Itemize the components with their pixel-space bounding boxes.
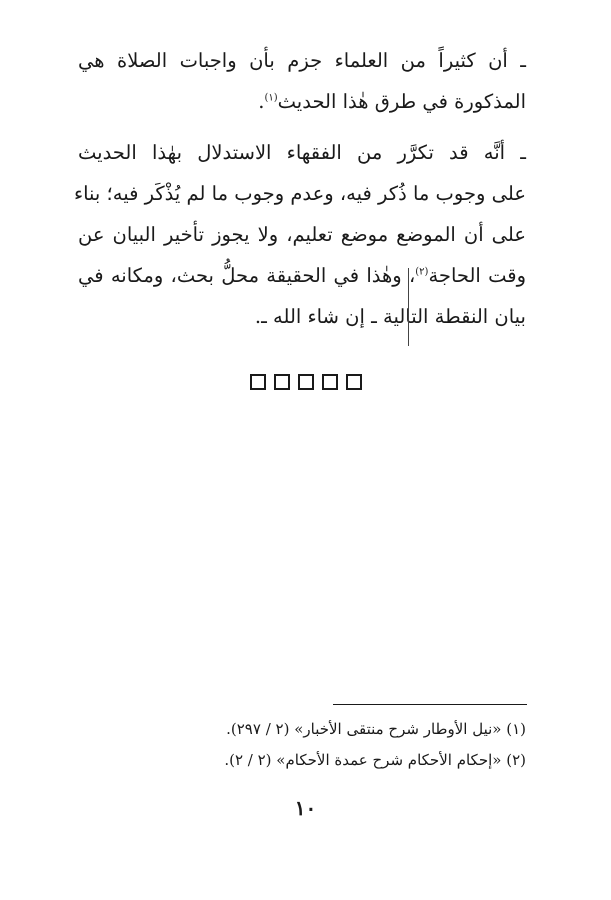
footnote-ref-2: (٢)	[415, 266, 429, 278]
separator-box-icon	[250, 374, 266, 390]
footnote-1: (١) «نيل الأوطار شرح منتقى الأخبار» (٢ / ٢٩٧).	[226, 720, 526, 738]
text-line: على أن الموضع موضع تعليم، ولا يجوز تأخير البيان عن	[78, 223, 526, 246]
text-segment: المذكورة في طرق هٰذا الحديث	[277, 90, 526, 113]
text-line: على وجوب ما ذُكر فيه، وعدم وجوب ما لم يُذْكَر فيه؛ بناء	[73, 182, 526, 205]
text-line	[78, 255, 526, 296]
paragraph-2	[73, 132, 526, 337]
text-segment: ، وهٰذا في الحقيقة محلُّ بحث، ومكانه في	[78, 264, 416, 287]
separator-box-icon	[322, 374, 338, 390]
page-number: ١٠	[294, 796, 317, 820]
section-separator	[0, 374, 611, 390]
text-segment: .	[258, 90, 265, 113]
text-line: ـ أن كثيراً من العلماء جزم بأن واجبات الصلاة هي	[78, 49, 526, 72]
separator-box-icon	[346, 374, 362, 390]
margin-mark	[408, 268, 409, 346]
footnote-rule	[333, 704, 527, 705]
footnote-2: (٢) «إحكام الأحكام شرح عمدة الأحكام» (٢ / ٢).	[224, 751, 526, 769]
separator-box-icon	[274, 374, 290, 390]
separator-box-icon	[298, 374, 314, 390]
text-segment: وقت الحاجة	[428, 264, 526, 287]
main-text	[73, 40, 526, 347]
footnote-ref-1: (١)	[264, 92, 278, 104]
footnotes	[150, 714, 526, 776]
text-line	[78, 81, 526, 122]
text-line: بيان النقطة التالية ـ إن شاء الله ـ.	[254, 305, 526, 328]
text-line: ـ أنَّه قد تكرَّر من الفقهاء الاستدلال بهٰذا الحديث	[78, 141, 526, 164]
paragraph-1	[78, 40, 526, 122]
